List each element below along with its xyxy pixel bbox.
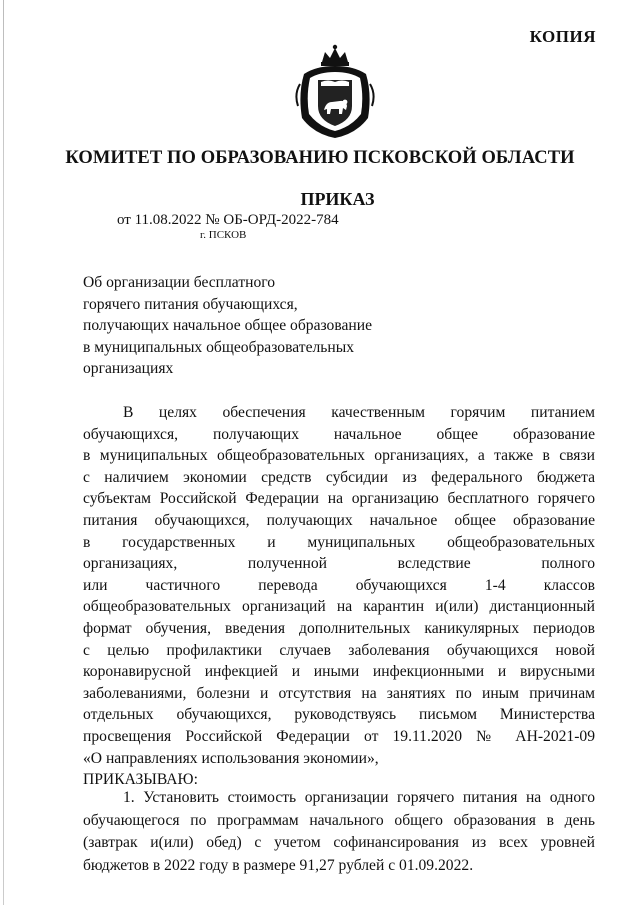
copy-stamp: КОПИЯ: [529, 27, 596, 46]
clause-line: (завтрак и(или) обед) с учетом софинансирования из всех уровней: [83, 834, 595, 851]
pskov-coat-of-arms-icon: [294, 44, 376, 140]
preamble-line: В целях обеспечения качественным горячим питанием: [123, 404, 595, 421]
clause-line: обучающегося по программам начального общего образования в день: [83, 811, 595, 829]
subject-line: организациях: [83, 360, 174, 377]
preamble-line: коронавирусной инфекцией и иными инфекционными и вирусными: [83, 663, 595, 681]
subject-line: горячего питания обучающихся,: [83, 295, 298, 313]
preamble-line: обучающихся, получающих начальное общее образование: [83, 425, 595, 443]
preamble-line: заболеваниями, болезни и отсутствия на занятиях по иным причинам: [83, 684, 595, 702]
preamble-line: с наличием экономии средств субсидии из федерального бюджета: [83, 468, 595, 486]
city-label: г. ПСКОВ: [200, 229, 247, 241]
preamble-line: общеобразовательных организаций на карантин и(или) дистанционный: [83, 598, 595, 616]
preamble-line: организациях, полученной вследствие полного: [83, 555, 595, 573]
clause-line: бюджетов в 2022 году в размере 91,27 рублей с 01.09.2022.: [83, 856, 474, 874]
preamble-line: формат обучения, введения дополнительных каникулярных периодов: [83, 619, 595, 637]
order-subject: [83, 272, 463, 380]
subject-line: Об организации бесплатного: [83, 274, 276, 291]
clause-line: 1. Установить стоимость организации горячего питания на одного: [123, 789, 595, 806]
scan-edge-line: [3, 0, 4, 905]
preamble-line: питания обучающихся, получающих начальное общее образование: [83, 511, 595, 529]
clause-1: [83, 787, 595, 877]
preamble-line: в государственных и муниципальных общеобразовательных: [83, 533, 595, 551]
document-type: ПРИКАЗ: [300, 189, 375, 209]
subject-line: в муниципальных общеобразовательных: [83, 338, 355, 356]
preamble-line: просвещения Российской Федерации от 19.11.2020 № АН-2021-09: [83, 727, 595, 745]
preamble: [83, 402, 595, 791]
preamble-line: «О направлениях использования экономии»,: [83, 749, 379, 767]
preamble-line: субъектам Российской Федерации на организацию бесплатного горячего: [83, 490, 595, 508]
subject-line: получающих начальное общее образование: [83, 317, 373, 334]
preamble-line: с целью профилактики случаев заболевания обучающихся новой: [83, 641, 595, 659]
order-word: ПРИКАЗЫВАЮ:: [83, 771, 198, 789]
date-and-number: от 11.08.2022 № ОБ-ОРД-2022-784: [117, 212, 339, 228]
organization-title: КОМИТЕТ ПО ОБРАЗОВАНИЮ ПСКОВСКОЙ ОБЛАСТИ: [65, 148, 575, 168]
preamble-line: или частичного перевода обучающихся 1-4 классов: [83, 576, 595, 594]
preamble-line: в муниципальных общеобразовательных организациях, а также в связи: [83, 447, 595, 465]
preamble-line: отдельных обучающихся, руководствуясь письмом Министерства: [83, 706, 595, 724]
